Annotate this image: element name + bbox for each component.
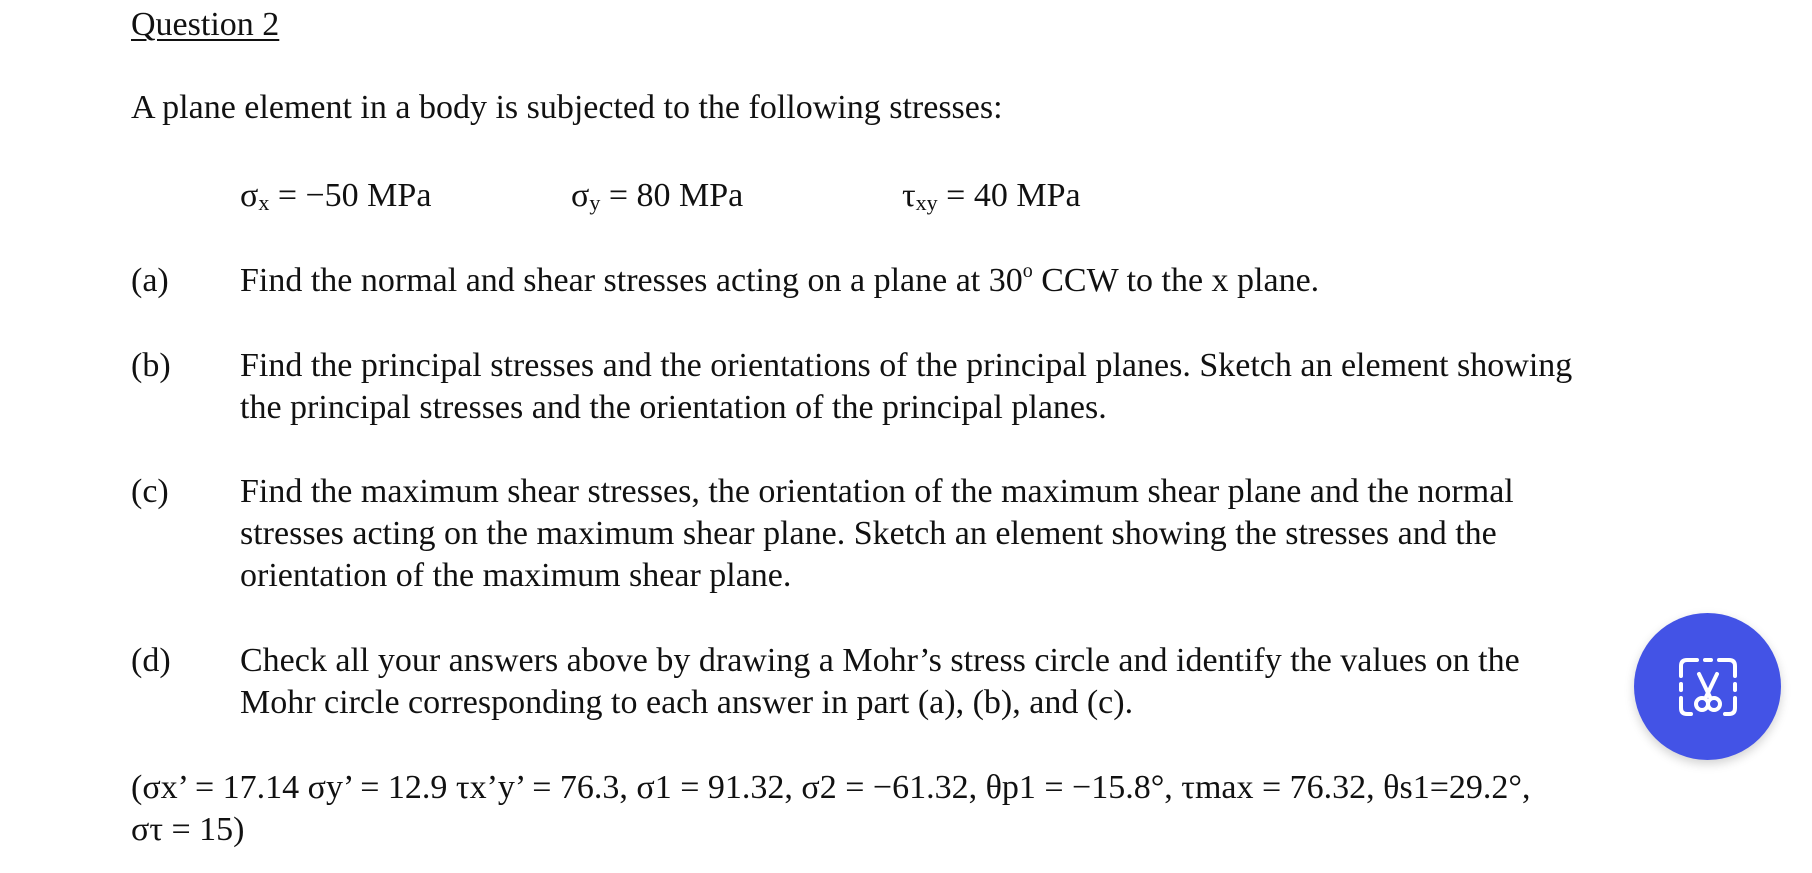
question-intro: A plane element in a body is subjected to the following stresses:: [131, 89, 1003, 126]
part-a-label: (a): [131, 262, 169, 299]
stress-sigma-y: [571, 175, 743, 217]
degree-mark: o: [1022, 260, 1033, 282]
part-d-text: Check all your answers above by drawing a Mohr’s stress circle and identify the values on the Mohr circle corresponding to each answer in part (a), (b), and (c).: [240, 642, 1520, 721]
stress-value: = 40 MPa: [937, 177, 1081, 214]
stress-sigma-x: [240, 175, 431, 217]
stress-symbol: τ: [902, 177, 916, 214]
question-heading: Question 2: [131, 6, 280, 43]
stress-value: = 80 MPa: [600, 177, 744, 214]
part-a-text-start: Find the normal and shear stresses acting on a plane at 30: [240, 262, 1023, 299]
answer-key: (σx’ = 17.14 σy’ = 12.9 τx’y’ = 76.3, σ1 = 91.32, σ2 = −61.32, θp1 = −15.8°, τmax = 76.32, θs1=29.2°, στ = 15): [131, 769, 1531, 848]
stress-tau-xy: [902, 175, 1081, 217]
part-d-label: (d): [131, 642, 171, 679]
stress-subscript: x: [258, 190, 270, 215]
part-c-text: Find the maximum shear stresses, the orientation of the maximum shear plane and the normal stresses acting on the maximum shear plane. Sketch an element showing the stresses and the orientation of the maximum shear plane.: [240, 473, 1514, 594]
stress-symbol: σ: [571, 177, 590, 214]
part-b-label: (b): [131, 347, 171, 384]
stress-symbol: σ: [240, 177, 259, 214]
stress-subscript: xy: [915, 190, 938, 215]
screenshot-capture-button[interactable]: [1634, 613, 1781, 760]
part-c-label: (c): [131, 473, 169, 510]
screenshot-scissors-icon: [1673, 652, 1743, 722]
part-b-text: Find the principal stresses and the orientations of the principal planes. Sketch an element showing the principal stresses and the orientation of the principal planes.: [240, 347, 1573, 426]
stress-value: = −50 MPa: [269, 177, 432, 214]
stress-subscript: y: [589, 190, 601, 215]
part-a-text: [240, 260, 1319, 302]
part-a-text-end: CCW to the x plane.: [1032, 262, 1320, 299]
